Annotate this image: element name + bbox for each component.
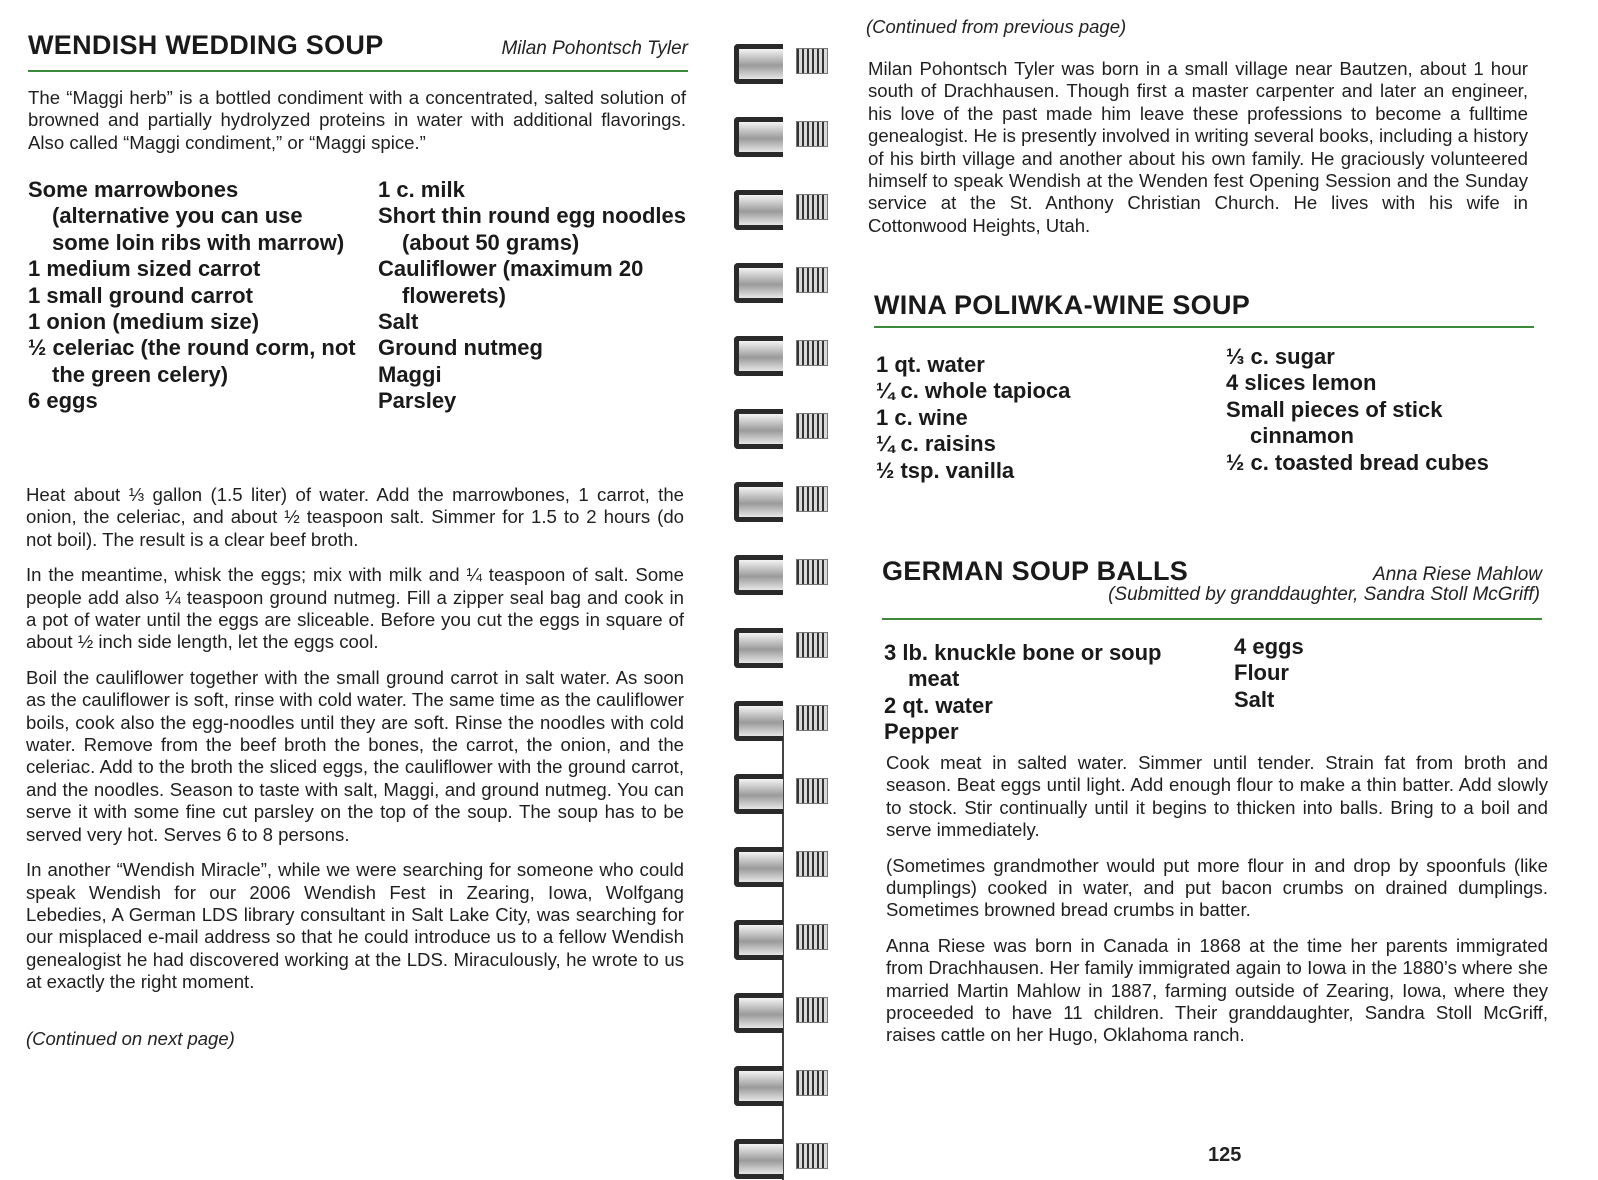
ingredient: Ground nutmeg: [378, 335, 543, 361]
spiral-coil: [734, 332, 832, 376]
ingredient: Salt: [1234, 686, 1275, 712]
spiral-coil: [734, 405, 832, 449]
spiral-coil: [734, 843, 832, 887]
spiral-coil: [734, 989, 832, 1033]
spiral-binding: [728, 0, 852, 1180]
page-number: 125: [1208, 1144, 1242, 1166]
spiral-coil: [734, 186, 832, 230]
ingredient: 1 small ground carrot: [28, 282, 253, 308]
spiral-coil: [734, 770, 832, 814]
left-page: [0, 0, 728, 1180]
continued-next: (Continued on next page): [26, 1028, 235, 1049]
spiral-coil: [734, 697, 832, 741]
recipe-title: WINA POLIWKA-WINE SOUP: [874, 290, 1251, 320]
right-page: [852, 0, 1598, 1180]
ingredient: 1 c. wine: [876, 404, 968, 430]
spiral-coil: [734, 40, 832, 84]
ingredient: 1 qt. water: [876, 352, 985, 377]
ingredients-column-1: [28, 177, 358, 415]
ingredient: 2 qt. water: [884, 692, 993, 718]
recipe-author: Milan Pohontsch Tyler: [501, 38, 688, 59]
title-rule: [874, 326, 1534, 328]
ingredient: Small pieces of stick cinnamon: [1226, 396, 1443, 449]
history-paragraph: Anna Riese was born in Canada in 1868 at the time her parents immigrated from Drachhausen. Her family immigrated again to Iowa in the 1880’s where she married Martin Mahlow in 1887, farming outside of Zearing, Iowa, where they proceeded to have 11 children. Their granddaughter, Sandra Stoll McGriff, raises cattle on her Hugo, Oklahoma ranch.: [886, 934, 1548, 1046]
spiral-coil: [734, 916, 832, 960]
spiral-coil: [734, 1135, 832, 1179]
ingredient: ¼ c. whole tapioca: [876, 378, 1071, 404]
directions: [26, 484, 684, 1007]
wine-ingredients-column-2: [1226, 344, 1536, 476]
directions-paragraph: Boil the cauliflower together with the small ground carrot in salt water. As soon as the cauliflower is soft, rinse with cold water. The same time as the cauliflower boils, cook also the egg-noodles until they are soft. Rinse the noodles with cold water. Remove from the beef broth the bones, the carrot, the onion, and the celeriac. Add to the broth the sliced eggs, the cauliflower with the ground carrot, and the noodles. Season to taste with salt, Maggi, and ground nutmeg. You can serve it with some fine cut parsley on the top of the soup. The soup has to be served very hot. Serves 6 to 8 persons.: [26, 666, 684, 845]
soup-balls-directions: [886, 752, 1548, 1060]
note-paragraph: (Sometimes grandmother would put more flour in and drop by spoonfuls (like dumplings) cooked in water, and put bacon crumbs on drained dumplings. Sometimes browned bread crumbs in batter.: [886, 854, 1548, 921]
ingredient: ½ c. toasted bread cubes: [1226, 449, 1489, 475]
recipe-author: Anna Riese Mahlow: [1373, 564, 1542, 585]
directions-paragraph: In the meantime, whisk the eggs; mix with milk and ¼ teaspoon of salt. Some people add also ¼ teaspoon ground nutmeg. Fill a zipper seal bag and cook in a pot of water until the eggs are sliceable. Before you cut the eggs in square of about ½ inch side length, let the eggs cool.: [26, 564, 684, 653]
spiral-coil: [734, 624, 832, 668]
soup-balls-ingredients-column-2: [1234, 634, 1534, 713]
ingredients-column-2: [378, 177, 688, 415]
ingredient: Salt: [378, 309, 419, 335]
ingredient: Maggi: [378, 361, 442, 387]
ingredient: ½ celeriac (the round corm, not the green celery): [28, 335, 356, 387]
ingredient: Short thin round egg noodles (about 50 grams): [378, 203, 686, 255]
ingredient: ½ tsp. vanilla: [876, 457, 1015, 483]
continued-previous: (Continued from previous page): [866, 16, 1127, 37]
ingredient: 1 c. milk: [378, 177, 465, 202]
directions-paragraph: Heat about ⅓ gallon (1.5 liter) of water. Add the marrowbones, 1 carrot, the onion, the celeriac, and about ½ teaspoon salt. Simmer for 1.5 to 2 hours (do not boil). The result is a clear beef broth.: [26, 484, 684, 550]
recipe-title: GERMAN SOUP BALLS: [882, 556, 1189, 586]
story-paragraph: In another “Wendish Miracle”, while we were searching for someone who could speak Wendish for our 2006 Wendish Fest in Zearing, Iowa, Wolfgang Lebedies, A German LDS library consultant in Salt Lake City, was searching for our misplaced e-mail address so that he could introduce us to a fellow Wendish genealogist he had discovered working at the LDS. Miraculously, he wrote to us at exactly the right moment.: [26, 859, 684, 993]
ingredient: 4 eggs: [1234, 634, 1304, 659]
intro-text: [28, 87, 686, 167]
spiral-coil: [734, 478, 832, 522]
ingredient: Flour: [1234, 660, 1289, 686]
ingredient: Some marrowbones (alternative you can use some loin ribs with marrow): [28, 177, 345, 255]
spiral-coil: [734, 551, 832, 595]
ingredient: 3 lb. knuckle bone or soup meat: [884, 640, 1162, 692]
ingredient: 6 eggs: [28, 388, 98, 414]
ingredient: ⅓ c. sugar: [1226, 344, 1335, 369]
ingredient: 1 onion (medium size): [28, 309, 260, 335]
title-rule: [882, 618, 1542, 620]
spiral-coil: [734, 1062, 832, 1106]
recipe-title: WENDISH WEDDING SOUP: [28, 30, 384, 60]
spiral-coil: [734, 113, 832, 157]
ingredient: Parsley: [378, 388, 457, 414]
submitted-by: (Submitted by granddaughter, Sandra Stoll McGriff): [1108, 584, 1540, 605]
bio-paragraph: Milan Pohontsch Tyler was born in a small village near Bautzen, about 1 hour south of Drachhausen. Though first a master carpenter and later an engineer, his love of the past made him leave these professions to become a fulltime genealogist. He is presently involved in writing several books, including a history of his birth village and another about his own family. He graciously volunteered himself to speak Wendish at the Wenden fest Opening Session and the Sunday service at the St. Anthony Christian Church. He lives with his wife in Cottonwood Heights, Utah.: [868, 58, 1528, 236]
soup-balls-ingredients-column-1: [884, 640, 1214, 746]
wine-soup-header: [874, 290, 1534, 321]
directions-paragraph: Cook meat in salted water. Simmer until tender. Strain fat from broth and season. Beat eggs until light. Add enough flour to make a thin batter. Add slowly to stock. Stir continually until it begins to thicken into balls. Bring to a boil and serve immediately.: [886, 752, 1548, 841]
intro-paragraph: The “Maggi herb” is a bottled condiment with a concentrated, salted solution of browned and partially hydrolyzed proteins in water with additional flavorings. Also called “Maggi condiment,” or “Maggi spice.”: [28, 87, 686, 153]
ingredient: 4 slices lemon: [1226, 370, 1377, 396]
soup-balls-header: [882, 556, 1542, 587]
author-bio: [868, 58, 1528, 250]
wine-ingredients-column-1: [876, 352, 1206, 484]
title-rule: [28, 70, 688, 72]
ingredient: ¼ c. raisins: [876, 431, 996, 457]
recipe-header: [28, 30, 688, 61]
ingredient: Cauliflower (maximum 20 flowerets): [378, 256, 644, 308]
ingredient: 1 medium sized carrot: [28, 256, 261, 282]
ingredient: Pepper: [884, 719, 959, 745]
spiral-coil: [734, 259, 832, 303]
